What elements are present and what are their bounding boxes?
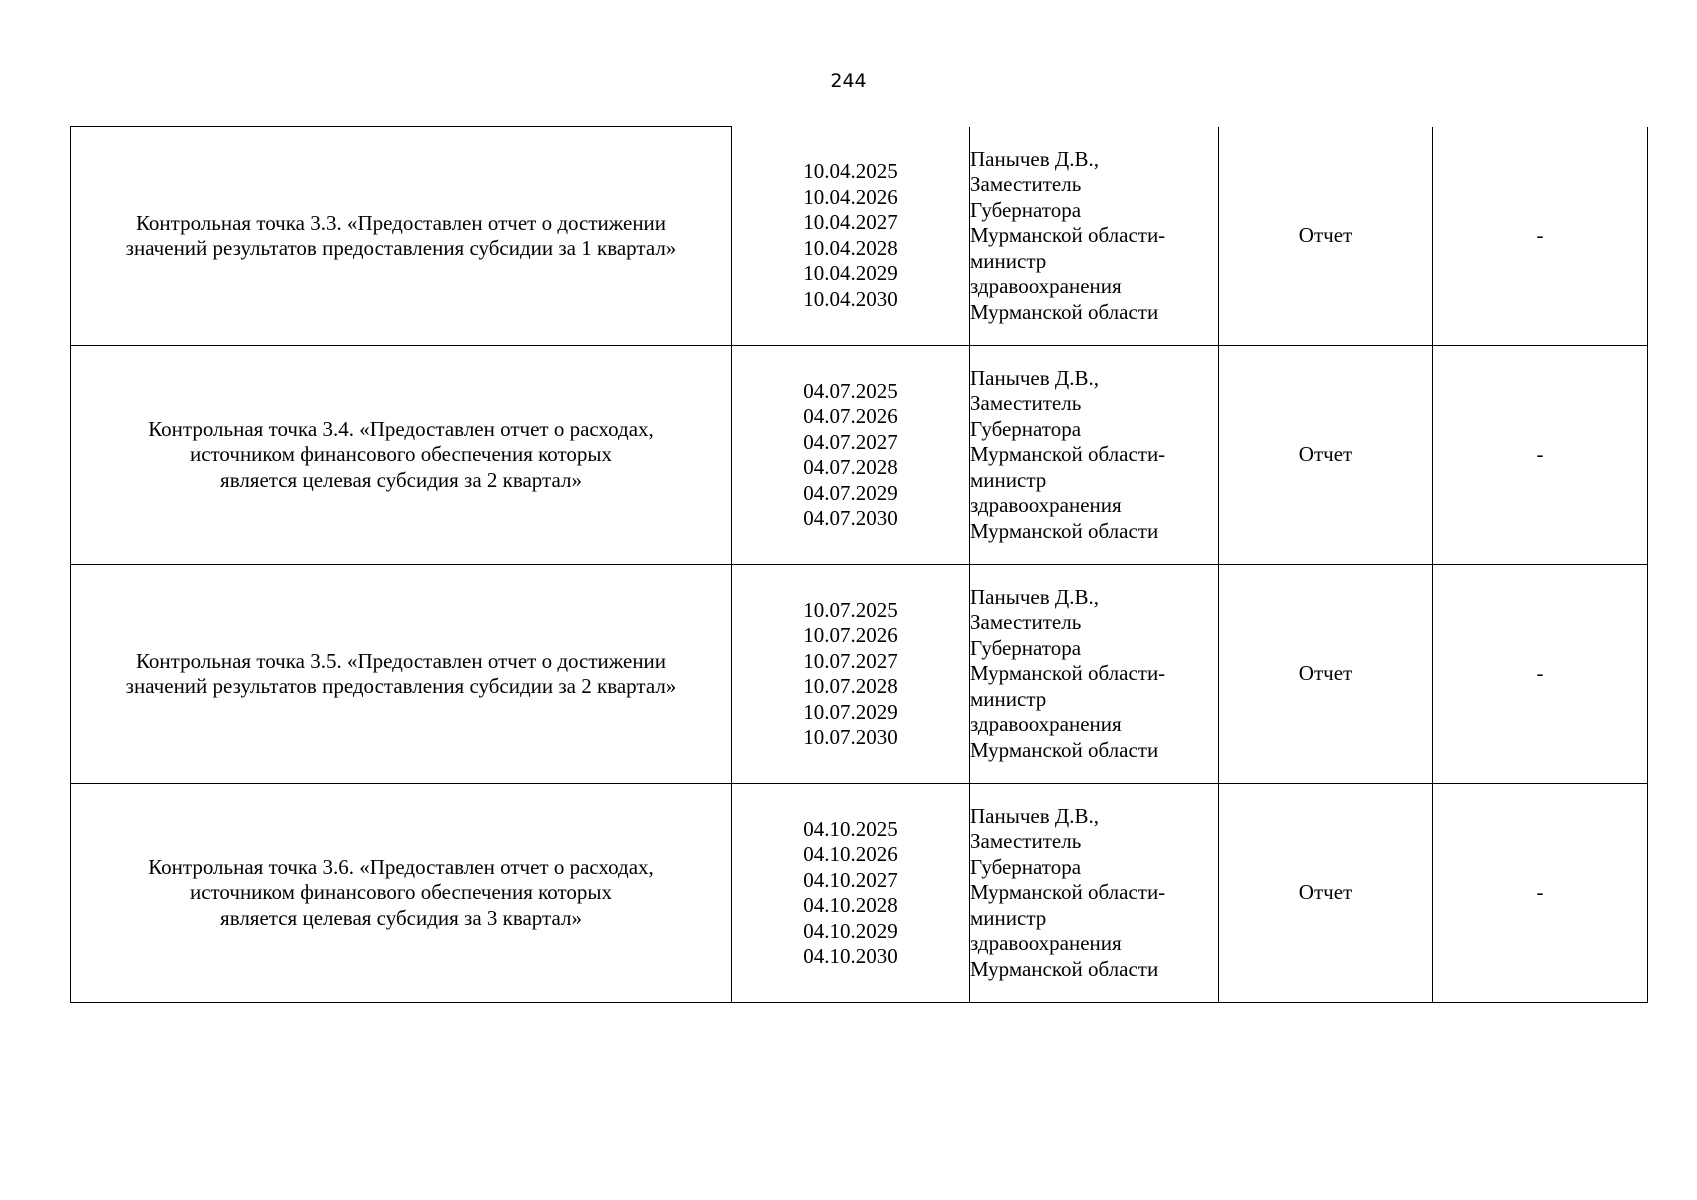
- control-point-name-line: Контрольная точка 3.4. «Предоставлен отчет о расходах,: [148, 416, 654, 441]
- deadline-date: 04.10.2026: [803, 842, 898, 866]
- deadline-date: 10.04.2026: [803, 184, 898, 209]
- control-point-name-line: Контрольная точка 3.6. «Предоставлен отчет о расходах,: [148, 854, 654, 879]
- table-row: [71, 565, 1648, 784]
- responsible-person-line: министр: [970, 686, 1047, 711]
- control-point-name-line: является целевая субсидия за 3 квартал»: [220, 905, 582, 930]
- responsible-person-line: Мурманской области: [970, 518, 1159, 543]
- responsible-person-line: Панычев Д.В.,: [970, 803, 1099, 828]
- deadline-date: 10.07.2029: [803, 699, 898, 724]
- control-point-name-line: является целевая субсидия за 2 квартал»: [220, 467, 582, 492]
- responsible-person-cell: [970, 127, 1219, 346]
- deadline-date: 04.07.2028: [803, 455, 898, 479]
- control-point-name-cell: [71, 346, 732, 565]
- responsible-person-cell: [970, 784, 1219, 1003]
- deadline-date: 10.04.2028: [803, 235, 898, 260]
- control-point-name-cell: [71, 784, 732, 1003]
- note-cell: -: [1433, 784, 1648, 1003]
- control-point-name-line: Контрольная точка 3.3. «Предоставлен отчет о достижении: [135, 210, 667, 235]
- responsible-person-line: министр: [970, 905, 1047, 930]
- control-point-name-line: источником финансового обеспечения которых: [189, 880, 613, 905]
- note-cell: -: [1433, 565, 1648, 784]
- control-point-name-line: Контрольная точка 3.5. «Предоставлен отчет о достижении: [135, 648, 667, 673]
- table-row: [71, 784, 1648, 1003]
- deadline-date: 04.07.2030: [803, 506, 898, 530]
- page-number: 244: [830, 70, 867, 92]
- responsible-person-line: Панычев Д.В.,: [970, 146, 1099, 171]
- deadline-date: 04.07.2029: [803, 480, 898, 505]
- responsible-person-line: Губернатора: [970, 416, 1082, 441]
- control-point-name-cell: [71, 565, 732, 784]
- deadline-date: 10.04.2027: [803, 210, 898, 235]
- responsible-person-line: здравоохранения: [970, 274, 1122, 298]
- deadline-dates-cell: [732, 127, 970, 346]
- responsible-person-line: Заместитель: [970, 610, 1082, 635]
- control-point-name-cell: [71, 127, 732, 346]
- control-point-name-line: значений результатов предоставления субсидии за 2 квартал»: [125, 674, 677, 698]
- deadline-dates-cell: [732, 784, 970, 1003]
- document-type-cell: Отчет: [1219, 565, 1433, 784]
- responsible-person-line: Губернатора: [970, 635, 1082, 660]
- deadline-date: 10.04.2030: [803, 286, 898, 311]
- responsible-person-line: Панычев Д.В.,: [970, 584, 1099, 609]
- deadline-date: 10.07.2028: [803, 674, 898, 698]
- control-point-name-line: источником финансового обеспечения которых: [189, 442, 613, 467]
- deadline-date: 10.04.2025: [803, 159, 898, 184]
- responsible-person-line: Губернатора: [970, 197, 1082, 222]
- control-points-table: [70, 126, 1648, 1003]
- deadline-dates-cell: [732, 346, 970, 565]
- table-row: [71, 127, 1648, 346]
- control-point-name-line: значений результатов предоставления субсидии за 1 квартал»: [125, 236, 677, 260]
- deadline-date: 04.10.2027: [803, 867, 898, 892]
- deadline-date: 10.04.2029: [803, 261, 898, 286]
- responsible-person-cell: [970, 346, 1219, 565]
- responsible-person-line: министр: [970, 248, 1047, 273]
- deadline-date: 10.07.2025: [803, 597, 898, 622]
- responsible-person-line: здравоохранения: [970, 712, 1122, 737]
- responsible-person-line: Губернатора: [970, 854, 1082, 879]
- responsible-person-line: здравоохранения: [970, 493, 1122, 518]
- deadline-date: 04.07.2027: [803, 429, 898, 454]
- table-body: [71, 127, 1648, 1003]
- responsible-person-line: здравоохранения: [970, 931, 1122, 956]
- responsible-person-line: Заместитель: [970, 172, 1082, 196]
- note-cell: -: [1433, 346, 1648, 565]
- responsible-person-line: Мурманской области: [970, 956, 1159, 981]
- document-type-cell: Отчет: [1219, 784, 1433, 1003]
- deadline-dates-cell: [732, 565, 970, 784]
- deadline-date: 04.07.2026: [803, 404, 898, 428]
- deadline-date: 10.07.2030: [803, 725, 898, 749]
- deadline-date: 04.10.2030: [803, 944, 898, 968]
- deadline-date: 10.07.2026: [803, 623, 898, 647]
- deadline-date: 04.07.2025: [803, 378, 898, 403]
- responsible-person-line: Мурманской области-: [970, 661, 1166, 686]
- note-cell: -: [1433, 127, 1648, 346]
- responsible-person-line: Мурманской области: [970, 299, 1159, 324]
- responsible-person-line: министр: [970, 467, 1047, 492]
- deadline-date: 10.07.2027: [803, 648, 898, 673]
- deadline-date: 04.10.2029: [803, 918, 898, 943]
- deadline-date: 04.10.2028: [803, 893, 898, 917]
- responsible-person-line: Заместитель: [970, 391, 1082, 416]
- responsible-person-cell: [970, 565, 1219, 784]
- table-row: [71, 346, 1648, 565]
- document-type-cell: Отчет: [1219, 127, 1433, 346]
- responsible-person-line: Мурманской области-: [970, 223, 1166, 247]
- responsible-person-line: Мурманской области: [970, 737, 1159, 762]
- deadline-date: 04.10.2025: [803, 816, 898, 841]
- responsible-person-line: Мурманской области-: [970, 880, 1166, 905]
- responsible-person-line: Мурманской области-: [970, 442, 1166, 467]
- document-type-cell: Отчет: [1219, 346, 1433, 565]
- responsible-person-line: Заместитель: [970, 829, 1082, 854]
- responsible-person-line: Панычев Д.В.,: [970, 365, 1099, 390]
